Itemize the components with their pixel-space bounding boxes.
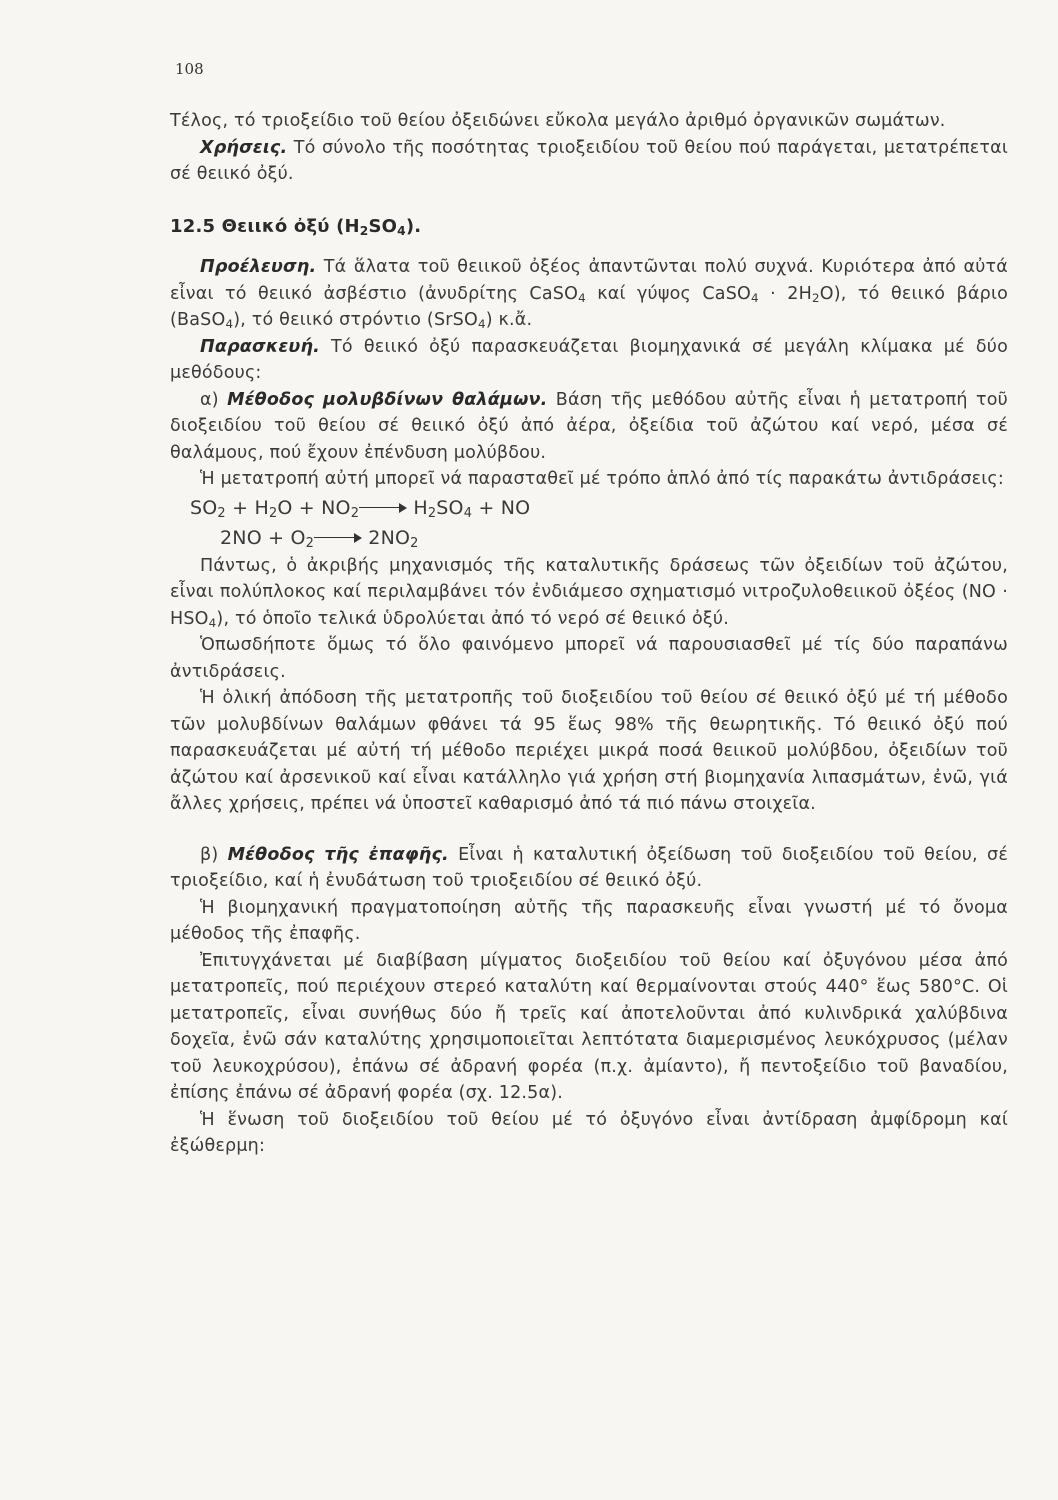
contact-process-paragraph: Ἐπιτυγχάνεται μέ διαβίβαση μίγματος διοξειδίου τοῦ θείου καί ὀξυγόνου μέσα ἀπό μετατροπεῖς, πού περιέχουν στερεό καταλύτη καί θερμαίνονται στούς 440° ἕως 580°C. Οἱ μετατροπεῖς, εἶναι συνήθως δύο ἤ τρεῖς καί ἀποτελοῦνται ἀπό κυλινδρικά χαλύβδινα δοχεῖα, ἐνῶ σάν καταλύτης χρησιμοποιεῖται λεπτότατα διαμερισμένος λευκόχρυσος (μέλαν τοῦ λευκοχρύσου), ἐπάνω σέ ἀδρανή φορέα (π.χ. ἀμίαντο), ἤ πεντοξείδιο τοῦ βαναδίου, ἐπίσης ἐπάνω σέ ἀδρανή φορέα (σχ. 12.5α). [170,950,1008,1103]
contact-industrial-paragraph: Ἡ βιομηχανική πραγματοποίηση αὐτῆς τῆς παρασκευῆς εἶναι γνωστή μέ τό ὄνομα μέθοδος τῆς ἐπαφῆς. [170,897,1008,944]
page-number: 108 [175,60,204,78]
reaction-arrow-icon [314,533,362,543]
page-body [170,108,1008,1160]
lead-chamber-paragraph: α) Μέθοδος μολυβδίνων θαλάμων. Βάση τῆς μεθόδου αὐτῆς εἶναι ἡ μετατροπή τοῦ διοξειδίου τοῦ θείου σέ θειικό ὀξύ ἀπό ἀέρα, ὀξείδια τοῦ ἀζώτου καί νερό, μέσα σέ θαλάμους, πού ἔχουν ἐπένδυση μολύβδου. [170,389,1008,463]
uses-text: Τό σύνολο τῆς ποσότητας τριοξειδίου τοῦ θείου πού παράγεται, μετατρέπεται σέ θειικό ὀξύ. [170,137,1008,184]
contact-reaction-paragraph: Ἡ ἕνωση τοῦ διοξειδίου τοῦ θείου μέ τό ὀξυγόνο εἶναι ἀντίδραση ἀμφίδρομη καί ἐξώθερμη: [170,1109,1008,1156]
summary-paragraph: Ὁπωσδήποτε ὅμως τό ὅλο φαινόμενο μπορεῖ νά παρουσιασθεῖ μέ τίς δύο παραπάνω ἀντιδράσεις. [170,635,1008,682]
equation-1: $SO_2 + H_2O + NO_2$ $H_2SO_4$ + NO [190,496,531,521]
lead-chamber-label: Μέθοδος μολυβδίνων θαλάμων. [227,389,548,410]
equation-2: $2NO + O_2$ $2NO_2$ [220,526,419,551]
uses-paragraph [170,135,1008,188]
preparation-paragraph: Παρασκευή. Τό θειικό ὀξύ παρασκευάζεται βιομηχανικά σέ μεγάλη κλίμακα μέ δύο μεθόδους: [170,336,1008,383]
mechanism-paragraph: Πάντως, ὁ ἀκριβής μηχανισμός τῆς καταλυτικῆς δράσεως τῶν ὀξειδίων τοῦ ἀζώτου, εἶναι πολύπλοκος καί περιλαμβάνει τόν ἐνδιάμεσο σχηματισμό νιτροζυλοθειικοῦ ὀξέος $(NO \cdot HSO_4)$, τό ὁποῖο τελικά ὑδρολύεται ἀπό τό νερό σέ θειικό ὀξύ. [170,555,1008,630]
intro-paragraph: Τέλος, τό τριοξείδιο τοῦ θείου ὀξειδώνει εὔκολα μεγάλο ἀριθμό ὀργανικῶν σωμάτων. [170,111,946,131]
preparation-label: Παρασκευή. [200,336,320,357]
origin-paragraph: Προέλευση. Τά ἅλατα τοῦ θειικοῦ ὀξέος ἀπαντῶνται πολύ συχνά. Κυριότερα ἀπό αὐτά εἶναι τό θειικό ἀσβέστιο (ἀνυδρίτης CaSO$_4$ καί γύψος CaSO$_4$ · $2H_2O$), τό θειικό βάριο (BaSO$_4$), τό θειικό στρόντιο (SrSO$_4$) κ.ἄ. [170,257,1009,331]
section-heading: 12.5 Θειικό ὀξύ $(H_2SO_4)$. [170,215,422,238]
contact-paragraph: β) Μέθοδος τῆς ἐπαφῆς. Εἶναι ἡ καταλυτική ὀξείδωση τοῦ διοξειδίου τοῦ θείου, σέ τριοξείδιο, καί ἡ ἐνυδάτωση τοῦ τριοξειδίου σέ θειικό ὀξύ. [170,844,1008,891]
origin-label: Προέλευση. [200,257,317,277]
reactions-intro: Ἡ μετατροπή αὐτή μπορεῖ νά παρασταθεῖ μέ τρόπο ἁπλό ἀπό τίς παρακάτω ἀντιδράσεις: [200,469,1004,489]
uses-label: Χρήσεις. [200,137,288,158]
reaction-arrow-icon [359,503,407,513]
yield-paragraph: Ἡ ὁλική ἀπόδοση τῆς μετατροπῆς τοῦ διοξειδίου τοῦ θείου σέ θειικό ὀξύ μέ τή μέθοδο τῶν μολυβδίνων θαλάμων φθάνει τά 95 ἕως 98% τῆς θεωρητικῆς. Τό θειικό ὀξύ πού παρασκευάζεται μέ αὐτή τή μέθοδο περιέχει μικρά ποσά θειικοῦ μολύβδου, ὀξειδίων τοῦ ἀζώτου καί ἀρσενικοῦ καί εἶναι κατάλληλο γιά χρήση στή βιομηχανία λιπασμάτων, ἐνῶ, γιά ἄλλες χρήσεις, πρέπει νά ὑποστεῖ καθαρισμό ἀπό τά πιό πάνω στοιχεῖα. [170,688,1008,814]
contact-label: Μέθοδος τῆς ἐπαφῆς. [227,844,449,865]
